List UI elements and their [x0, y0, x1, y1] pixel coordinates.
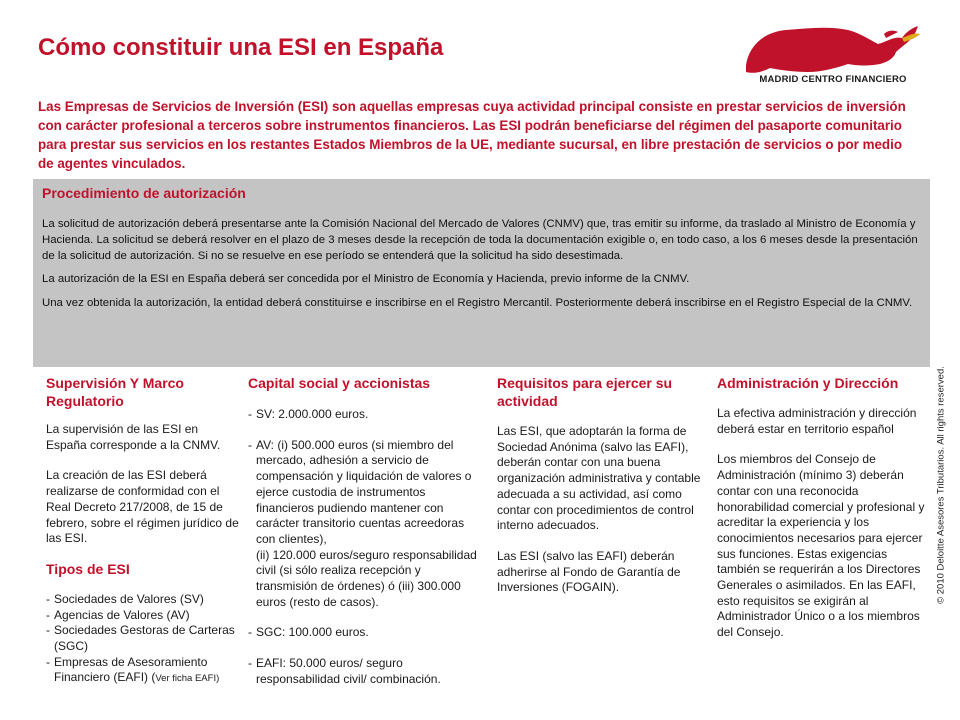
capital-av — [248, 438, 478, 611]
column-capital — [248, 374, 478, 688]
procedure-heading: Procedimiento de autorización — [42, 185, 246, 201]
column-requirements — [497, 374, 709, 596]
requirements-heading: Requisitos para ejercer su actividad — [497, 375, 673, 409]
capital-list — [248, 407, 478, 688]
page-title: Cómo constituir una ESI en España — [38, 34, 444, 61]
list-item: - Agencias de Valores (AV) — [46, 608, 241, 624]
procedure-panel — [33, 179, 930, 367]
supervision-paragraph-2: La creación de las ESI deberá realizarse de conformidad con el Real Decreto 217/2008, de 15 de febrero, sobre el régimen jurídico de las ESI. — [46, 468, 239, 546]
procedure-paragraph-1: La solicitud de autorización deberá presentarse ante la Comisión Nacional del Mercado de Valores (CNMV) que, tras emitir su informe, da traslado al Ministro de Economía y Hacienda. La solicitud se deberá resolver en el plazo de 3 meses desde la recepción de toda la documentación exigible o, en todo caso, a los 6 meses desde la presentación de la solicitud de autorización. Si no se resuelve en ese período se entenderá que la solicitud ha sido desestimada. — [42, 218, 918, 262]
esi-types-heading: Tipos de ESI — [46, 560, 130, 577]
esi-types-list — [46, 592, 241, 687]
intro-paragraph: Las Empresas de Servicios de Inversión (ESI) son aquellas empresas cuya actividad principal consiste en prestar servicios de inversión con carácter profesional a terceros sobre instrumentos financieros. Las ESI podrán beneficiarse del régimen del pasaporte comunitario para prestar sus servicios en los restantes Estados Miembros de la UE, mediante sucursal, en libre prestación de servicios o por medio de agentes vinculados. — [38, 99, 906, 171]
administration-heading: Administración y Dirección — [717, 375, 899, 391]
procedure-paragraph-3: Una vez obtenida la autorización, la entidad deberá constituirse e inscribirse en el Registro Mercantil. Posteriormente deberá inscribirse en el Registro Especial de la CNMV. — [42, 297, 913, 310]
capital-sv: - SV: 2.000.000 euros. — [248, 407, 478, 423]
procedure-paragraph-2: La autorización de la ESI en España deberá ser concedida por el Ministro de Economía y Hacienda, previo informe de la CNMV. — [42, 273, 690, 286]
logo-text: MADRID CENTRO FINANCIERO — [759, 74, 907, 85]
capital-av-text-2: (ii) 120.000 euros/seguro responsabilidad civil (si sólo realiza recepción y transmisión de órdenes) ó (iii) 300.000 euros (resto de casos). — [256, 547, 477, 609]
requirements-paragraph-2: Las ESI (salvo las EAFI) deberán adherirse al Fondo de Garantía de Inversiones (FOGAIN). — [497, 548, 681, 595]
copyright-text: © 2010 Deloitte Asesores Tributarios. All rights reserved. — [935, 366, 947, 604]
capital-eafi: - EAFI: 50.000 euros/ seguro responsabilidad civil/ combinación. — [248, 656, 478, 687]
list-item — [46, 655, 241, 687]
capital-sgc: - SGC: 100.000 euros. — [248, 625, 478, 641]
administration-paragraph-2: Los miembros del Consejo de Administración (mínimo 3) deberán contar con una reconocida honorabilidad comercial y profesional y acreditar la experiencia y los conocimientos necesarios para ejercer sus funciones. Estas exigencias también se requerirán a los Directores Generales o asimilados. En las EAFI, esto requisitos se exigirán al Administrador Único o a los miembros del Consejo. — [717, 452, 925, 640]
eafi-note: Ver ficha EAFI) — [155, 673, 220, 685]
copyright-notice — [930, 270, 952, 700]
requirements-paragraph-1: Las ESI, que adoptarán la forma de Sociedad Anónima (salvo las EAFI), deberán contar con una buena organización administrativa y contable adecuada a su actividad, así como contar con procedimientos de control interno adecuados. — [497, 424, 701, 533]
administration-paragraph-1: La efectiva administración y dirección deberá estar en territorio español — [717, 406, 917, 436]
capital-heading: Capital social y accionistas — [248, 375, 431, 391]
eafi-item-text: Empresas de Asesoramiento Financiero (EAFI) ( — [54, 654, 208, 685]
supervision-heading: Supervisión Y Marco Regulatorio — [46, 375, 184, 409]
column-administration — [717, 374, 927, 641]
list-item: - Sociedades de Valores (SV) — [46, 592, 241, 608]
capital-av-text: AV: (i) 500.000 euros (si miembro del mercado, adhesión a servicio de compensación y liquidación de valores o ejerce custodia de instrumentos financieros pudiendo mantener con carácter transitorio cuentas acreedoras con clientes), — [256, 437, 472, 546]
supervision-paragraph-1: La supervisión de las ESI en España corresponde a la CNMV. — [46, 422, 221, 452]
column-supervision — [46, 374, 241, 687]
list-item: - Sociedades Gestoras de Carteras (SGC) — [46, 623, 241, 654]
